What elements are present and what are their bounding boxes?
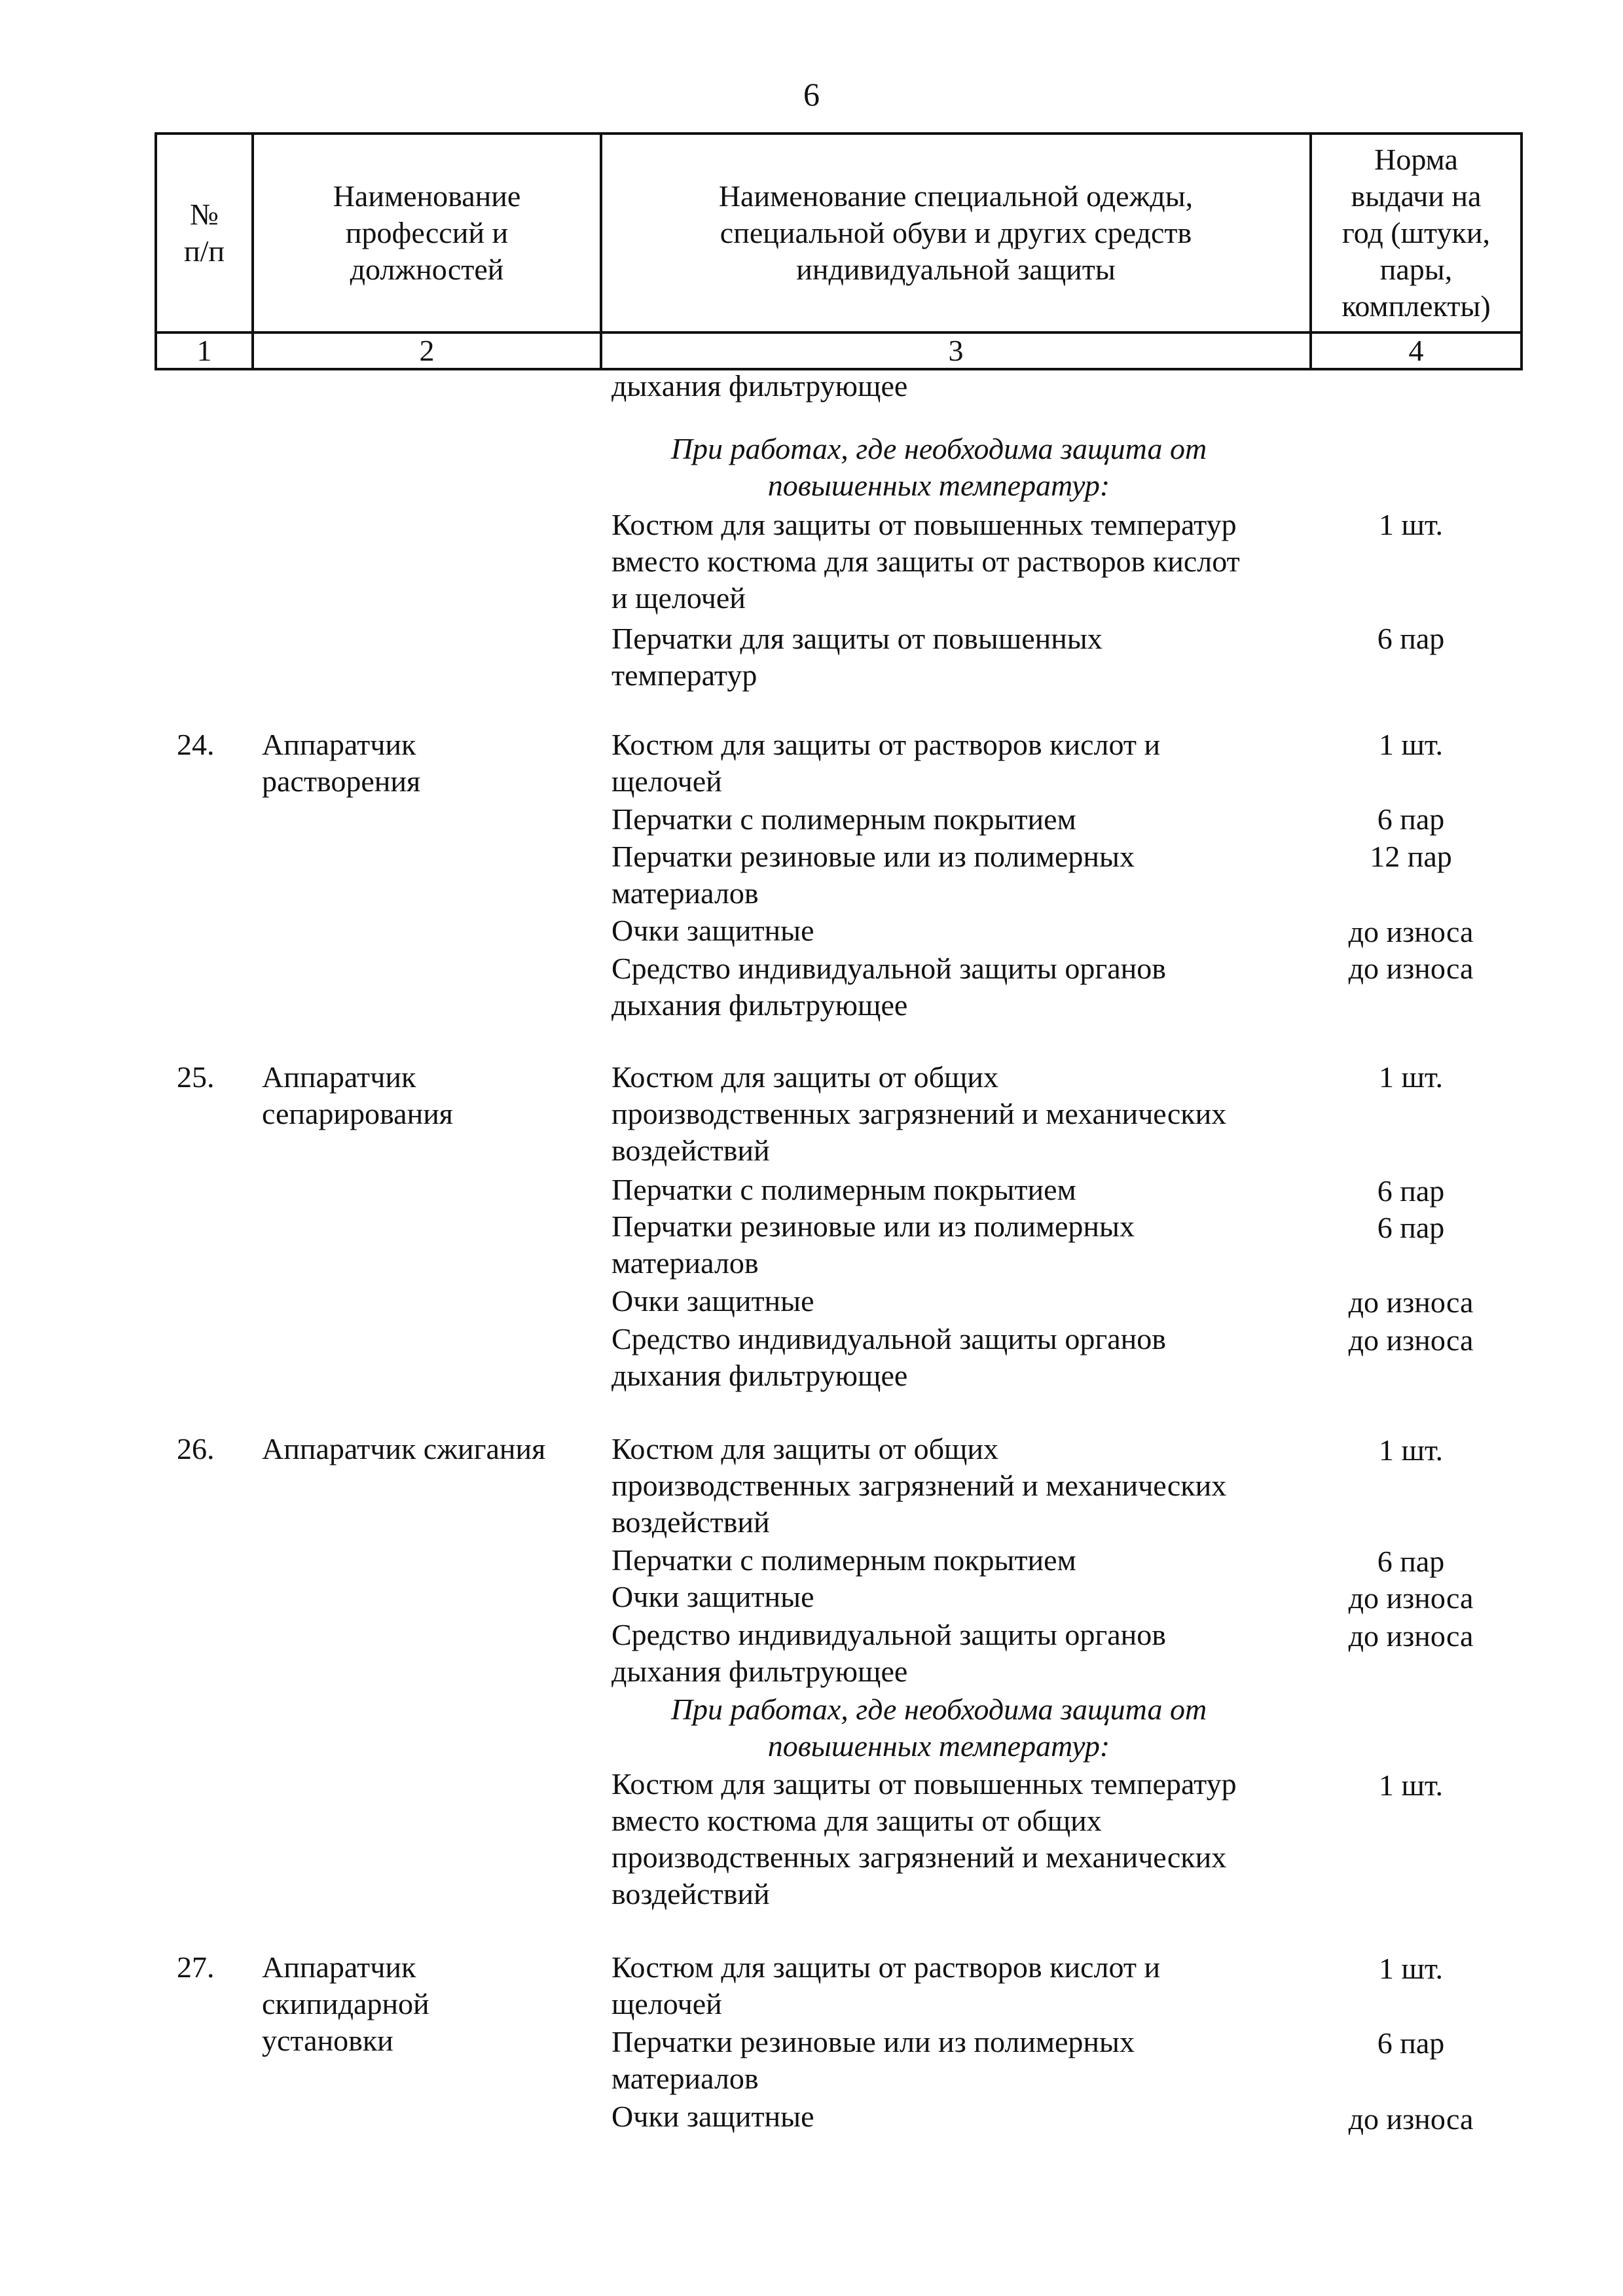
item-line: Костюм для защиты от повышенных температур bbox=[611, 508, 1237, 541]
header-index-4: 4 bbox=[1311, 332, 1522, 369]
entry-profession: Аппаратчик bbox=[262, 1060, 416, 1094]
header-line: Норма bbox=[1374, 143, 1458, 176]
entry-profession: скипидарной bbox=[262, 1987, 429, 2020]
entry-profession: сепарирования bbox=[262, 1097, 453, 1130]
item-line: Очки защитные bbox=[611, 914, 814, 947]
item-norm: 1 шт. bbox=[1378, 728, 1444, 761]
item-norm: 6 пар bbox=[1377, 1545, 1445, 1578]
header-index-3: 3 bbox=[601, 332, 1311, 369]
header-line: пары, bbox=[1379, 253, 1453, 286]
item-line: щелочей bbox=[611, 1987, 722, 2020]
item-norm: 6 пар bbox=[1377, 2026, 1445, 2060]
item-line: воздействий bbox=[611, 1134, 770, 1167]
entry-profession: установки bbox=[262, 2024, 393, 2057]
header-line: п/п bbox=[183, 234, 225, 268]
continuation-line: дыхания фильтрующее bbox=[611, 369, 908, 403]
entry-number: 27. bbox=[177, 1950, 215, 1984]
entry-number: 25. bbox=[177, 1060, 215, 1094]
entry-profession: растворения bbox=[262, 764, 421, 798]
item-line: материалов bbox=[611, 2062, 759, 2095]
header-line: специальной обуви и других средств bbox=[720, 216, 1192, 249]
item-line: температур bbox=[611, 658, 757, 692]
entry-profession: Аппаратчик сжигания bbox=[262, 1432, 546, 1465]
item-line: производственных загрязнений и механических bbox=[611, 1469, 1227, 1502]
item-line: Средство индивидуальной защиты органов bbox=[611, 1618, 1166, 1651]
section-heading: повышенных температур: bbox=[767, 1729, 1110, 1763]
item-norm: 1 шт. bbox=[1378, 1060, 1444, 1094]
item-line: Костюм для защиты от растворов кислот и bbox=[611, 1950, 1161, 1984]
item-line: Очки защитные bbox=[611, 2100, 814, 2133]
section-heading: При работах, где необходима защита от bbox=[670, 432, 1207, 465]
item-line: дыхания фильтрующее bbox=[611, 1655, 908, 1688]
item-line: Костюм для защиты от растворов кислот и bbox=[611, 728, 1161, 761]
section-heading: При работах, где необходима защита от bbox=[670, 1693, 1207, 1726]
item-line: Перчатки с полимерным покрытием bbox=[611, 1173, 1076, 1206]
entry-number: 24. bbox=[177, 728, 215, 761]
item-norm: 6 пар bbox=[1377, 1174, 1445, 1208]
item-line: дыхания фильтрующее bbox=[611, 1359, 908, 1392]
header-line: индивидуальной защиты bbox=[796, 253, 1116, 286]
header-line: Наименование специальной одежды, bbox=[718, 179, 1194, 213]
header-index-2: 2 bbox=[253, 332, 601, 369]
item-line: материалов bbox=[611, 1246, 759, 1280]
item-norm: 6 пар bbox=[1377, 622, 1445, 655]
item-norm: 1 шт. bbox=[1378, 1768, 1444, 1802]
header-index-1: 1 bbox=[156, 332, 253, 369]
entry-number: 26. bbox=[177, 1432, 215, 1465]
item-line: Перчатки резиновые или из полимерных bbox=[611, 1210, 1135, 1243]
item-norm: 1 шт. bbox=[1378, 1952, 1444, 1985]
header-line: год (штуки, bbox=[1341, 216, 1490, 249]
header-line: профессий и bbox=[345, 216, 509, 249]
item-norm: 1 шт. bbox=[1378, 508, 1444, 541]
item-line: Перчатки резиновые или из полимерных bbox=[611, 2025, 1135, 2058]
item-line: Костюм для защиты от повышенных температур bbox=[611, 1767, 1237, 1801]
item-norm: 6 пар bbox=[1377, 802, 1445, 836]
item-norm: до износа bbox=[1348, 2102, 1474, 2136]
item-line: щелочей bbox=[611, 764, 722, 798]
entry-profession: Аппаратчик bbox=[262, 1950, 416, 1984]
item-norm: 12 пар bbox=[1370, 840, 1452, 873]
item-norm: до износа bbox=[1348, 1285, 1474, 1319]
header-line: комплекты) bbox=[1341, 289, 1491, 323]
item-norm: до износа bbox=[1348, 915, 1474, 948]
item-norm: до износа bbox=[1348, 1581, 1474, 1615]
page-number: 6 bbox=[803, 76, 820, 113]
item-line: Перчатки резиновые или из полимерных bbox=[611, 840, 1135, 873]
item-line: Перчатки для защиты от повышенных bbox=[611, 622, 1103, 655]
item-norm: до износа bbox=[1348, 1619, 1474, 1653]
item-line: материалов bbox=[611, 876, 759, 910]
item-line: вместо костюма для защиты от растворов кислот bbox=[611, 545, 1240, 578]
item-line: производственных загрязнений и механических bbox=[611, 1840, 1227, 1874]
item-line: Перчатки с полимерным покрытием bbox=[611, 802, 1076, 836]
item-line: Перчатки с полимерным покрытием bbox=[611, 1543, 1076, 1577]
item-norm: до износа bbox=[1348, 1323, 1474, 1357]
header-line: № bbox=[190, 198, 219, 231]
item-line: и щелочей bbox=[611, 581, 746, 615]
section-heading: повышенных температур: bbox=[767, 469, 1110, 502]
item-norm: 1 шт. bbox=[1378, 1433, 1444, 1467]
item-line: вместо костюма для защиты от общих bbox=[611, 1804, 1102, 1837]
item-line: воздействий bbox=[611, 1505, 770, 1539]
item-line: Костюм для защиты от общих bbox=[611, 1432, 999, 1465]
header-line: Наименование bbox=[333, 179, 521, 213]
item-line: Средство индивидуальной защиты органов bbox=[611, 1322, 1166, 1355]
header-line: должностей bbox=[350, 253, 504, 286]
item-line: Костюм для защиты от общих bbox=[611, 1060, 999, 1094]
item-line: дыхания фильтрующее bbox=[611, 988, 908, 1022]
item-line: производственных загрязнений и механических bbox=[611, 1097, 1227, 1130]
item-norm: до износа bbox=[1348, 952, 1474, 985]
item-line: Очки защитные bbox=[611, 1284, 814, 1318]
item-line: Очки защитные bbox=[611, 1580, 814, 1613]
header-line: выдачи на bbox=[1351, 179, 1482, 213]
item-norm: 6 пар bbox=[1377, 1211, 1445, 1244]
item-line: Средство индивидуальной защиты органов bbox=[611, 952, 1166, 985]
entry-profession: Аппаратчик bbox=[262, 728, 416, 761]
item-line: воздействий bbox=[611, 1877, 770, 1910]
